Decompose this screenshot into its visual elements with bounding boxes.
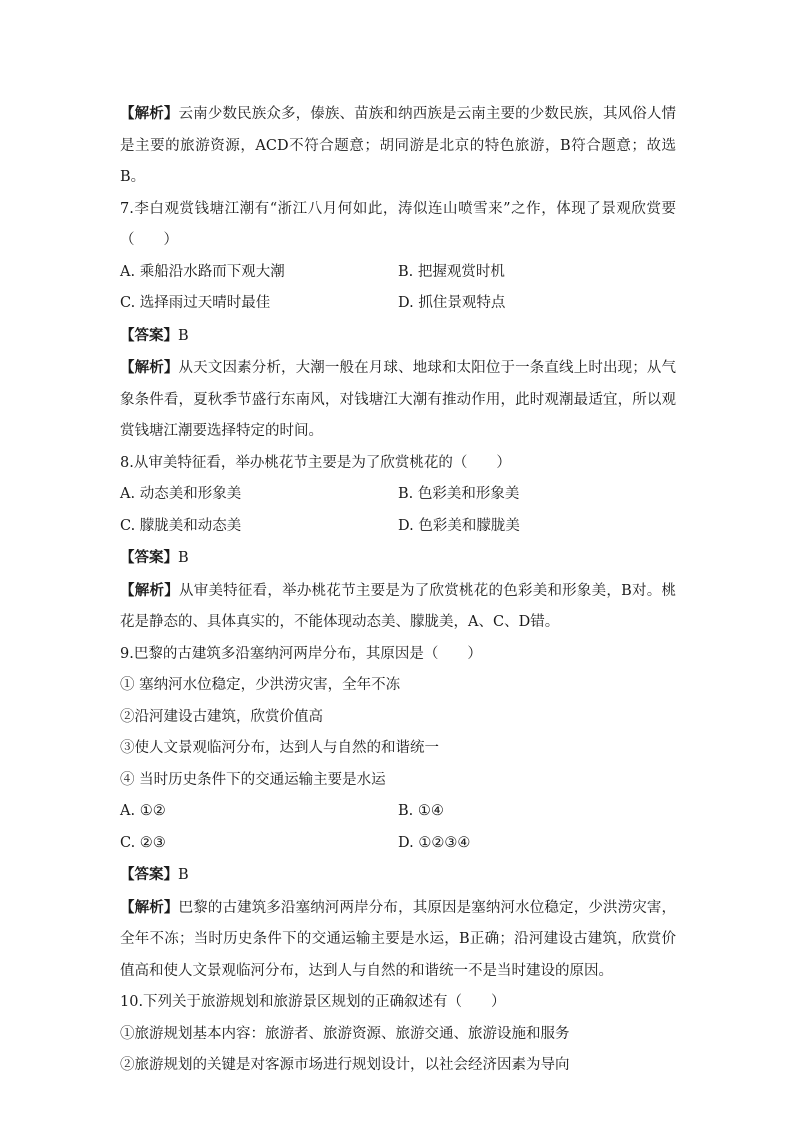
answer-tag: 【答案】 — [120, 326, 178, 344]
q9-analysis — [120, 892, 676, 988]
q9-statement-4: ④ 当时历史条件下的交通运输主要是水运 — [120, 771, 386, 788]
q8-option-c: C. 朦胧美和动态美 — [120, 517, 242, 534]
q7-analysis — [120, 352, 676, 448]
analysis-text: 巴黎的古建筑多沿塞纳河两岸分布，其原因是塞纳河水位稳定，少洪涝灾害，全年不冻；当时历史条件下的交通运输主要是水运，B正确；沿河建设古建筑，欣赏价值高和使人文景观临河分布，达到人与自然的和谐统一不是当时建设的原因。 — [120, 899, 677, 979]
analysis-tag: 【解析】 — [120, 105, 179, 122]
q6-analysis — [120, 98, 676, 194]
q9-options-row-1 — [120, 796, 676, 828]
q7-options-row-1 — [120, 257, 676, 289]
answer-tag: 【答案】 — [120, 866, 178, 883]
q8-options-row-2 — [120, 511, 676, 543]
q7-answer — [120, 320, 676, 353]
q9-option-a: A. ①② — [120, 803, 166, 819]
analysis-text: 从审美特征看，举办桃花节主要是为了欣赏桃花的色彩美和形象美，B对。桃花是静态的、具体真实的，不能体现动态美、朦胧美，A、C、D错。 — [120, 582, 677, 630]
q9-options-row-2 — [120, 828, 676, 860]
q8-analysis — [120, 575, 676, 639]
analysis-tag: 【解析】 — [120, 581, 179, 599]
q7-option-a: A. 乘船沿水路而下观大潮 — [120, 263, 285, 280]
q8-option-a: A. 动态美和形象美 — [120, 486, 242, 502]
q8-option-b: B. 色彩美和形象美 — [398, 486, 520, 502]
q7-option-d: D. 抓住景观特点 — [398, 295, 506, 311]
q10-statement-2: ②旅游规划的关键是对客源市场进行规划设计，以社会经济因素为导向 — [120, 1057, 570, 1073]
analysis-text: 云南少数民族众多，傣族、苗族和纳西族是云南主要的少数民族，其风俗人情是主要的旅游资源，ACD不符合题意；胡同游是北京的特色旅游，B符合题意；故选B。 — [120, 106, 677, 185]
analysis-text: 从天文因素分析，大潮一般在月球、地球和太阳位于一条直线上时出现；从气象条件看，夏秋季节盛行东南风，对钱塘江大潮有推动作用，此时观潮最适宜，所以观赏钱塘江潮要选择特定的时间。 — [120, 360, 677, 439]
q9-answer — [120, 859, 676, 892]
analysis-tag: 【解析】 — [120, 359, 179, 376]
answer-tag: 【答案】 — [120, 549, 178, 566]
q10-statement-1: ①旅游规划基本内容：旅游者、旅游资源、旅游交通、旅游设施和服务 — [120, 1025, 570, 1042]
q9-statement-3: ③使人文景观临河分布，达到人与自然的和谐统一 — [120, 740, 439, 756]
q10-stem: 10.下列关于旅游规划和旅游景区规划的正确叙述有（ ） — [120, 994, 506, 1010]
q8-answer — [120, 542, 676, 575]
q8-options-row-1 — [120, 479, 676, 511]
q7-option-c: C. 选择雨过天晴时最佳 — [120, 295, 271, 311]
analysis-tag: 【解析】 — [120, 898, 179, 916]
q9-option-b: B. ①④ — [398, 803, 444, 819]
q9-statement-2: ②沿河建设古建筑，欣赏价值高 — [120, 708, 323, 725]
q9-option-d: D. ①②③④ — [398, 834, 471, 851]
answer-value: B — [178, 867, 189, 883]
question-content — [120, 98, 676, 1082]
q7-option-b: B. 把握观赏时机 — [398, 263, 505, 280]
answer-value: B — [178, 327, 189, 344]
q8-option-d: D. 色彩美和朦胧美 — [398, 517, 520, 534]
q7-stem: 7.李白观赏钱塘江潮有“浙江八月何如此，涛似连山喷雪来”之作，体现了景观欣赏要（ ） — [120, 200, 676, 248]
q9-option-c: C. ②③ — [120, 834, 166, 851]
q9-statement-1: ① 塞纳河水位稳定，少洪涝灾害，全年不冻 — [120, 677, 401, 693]
answer-value: B — [178, 550, 189, 566]
q7-options-row-2 — [120, 288, 676, 320]
q8-stem: 8.从审美特征看，举办桃花节主要是为了欣赏桃花的（ ） — [120, 454, 511, 471]
q9-stem: 9.巴黎的古建筑多沿塞纳河两岸分布，其原因是（ ） — [120, 645, 482, 662]
